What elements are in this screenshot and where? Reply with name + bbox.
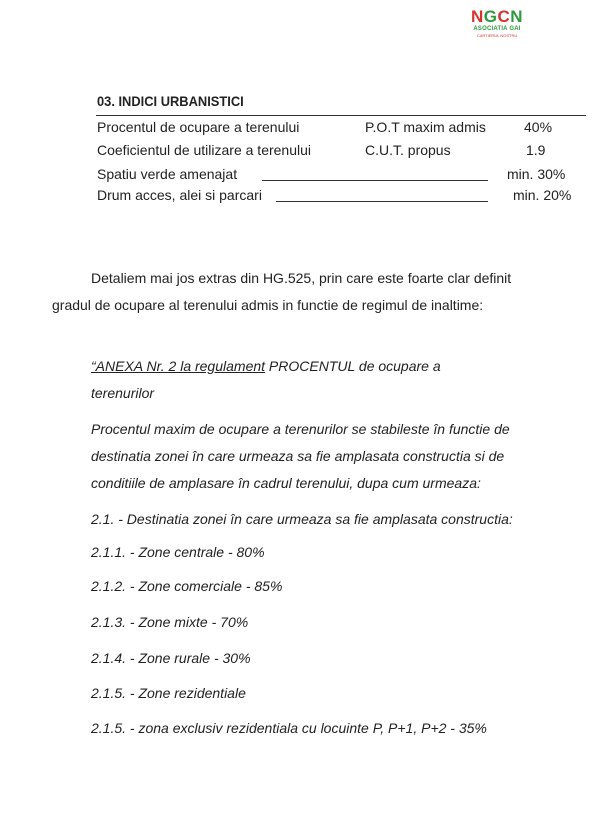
logo-mark — [462, 8, 532, 26]
annex-item: 2.1.1. - Zone centrale - 80% — [91, 544, 265, 560]
annex-paragraph-line: destinatia zonei în care urmeaza sa fie amplasata constructia si de — [91, 448, 505, 464]
fill-line — [276, 201, 488, 202]
indicator-label: Spatiu verde amenajat — [97, 166, 238, 182]
logo-letter: G — [483, 7, 498, 26]
logo-name: ASOCIATIA GAI — [473, 26, 521, 32]
annex-heading-underlined: “ANEXA Nr. 2 la regulament — [91, 358, 266, 374]
annex-item: 2.1.3. - Zone mixte - 70% — [91, 614, 249, 630]
logo-letter: N — [510, 7, 524, 26]
intro-line: Detaliem mai jos extras din HG.525, prin care este foarte clar definit — [91, 270, 512, 286]
section-divider — [96, 115, 586, 116]
annex-paragraph-line: conditiile de amplasare în cadrul terenului, dupa cum urmeaza: — [91, 475, 481, 491]
indicator-label: Coeficientul de utilizare a terenului — [97, 142, 312, 158]
annex-item: 2.1.4. - Zone rurale - 30% — [91, 650, 251, 666]
indicator-key: C.U.T. propus — [365, 142, 451, 158]
indicator-label: Drum acces, alei si parcari — [97, 187, 262, 203]
indicator-value: 1.9 — [526, 142, 546, 158]
indicator-key: P.O.T maxim admis — [365, 119, 486, 135]
logo — [462, 8, 532, 38]
indicator-value: 40% — [524, 119, 553, 135]
annex-heading-rest: PROCENTUL de ocupare a — [265, 358, 441, 374]
intro-line: gradul de ocupare al terenului admis in functie de regimul de inaltime: — [52, 297, 484, 313]
annex-item: 2.1.5. - Zone rezidentiale — [91, 685, 246, 701]
fill-line — [262, 180, 488, 181]
logo-subtitle: CARTIERUL NOSTRU — [476, 33, 518, 38]
annex-heading — [91, 358, 441, 374]
annex-paragraph-line: Procentul maxim de ocupare a terenurilor se stabileste în functie de — [91, 421, 510, 437]
annex-item: 2.1. - Destinatia zonei în care urmeaza sa fie amplasata constructia: — [91, 511, 513, 527]
annex-item: 2.1.2. - Zone comerciale - 85% — [91, 578, 283, 594]
indicator-value: min. 20% — [513, 187, 572, 203]
section-title: 03. INDICI URBANISTICI — [97, 93, 244, 109]
indicator-value: min. 30% — [507, 166, 566, 182]
annex-heading-line: terenurilor — [91, 385, 155, 401]
logo-letter: N — [470, 7, 484, 26]
logo-letter: C — [497, 7, 511, 26]
indicator-label: Procentul de ocupare a terenului — [97, 119, 300, 135]
annex-item: 2.1.5. - zona exclusiv rezidentiala cu locuinte P, P+1, P+2 - 35% — [91, 720, 487, 736]
